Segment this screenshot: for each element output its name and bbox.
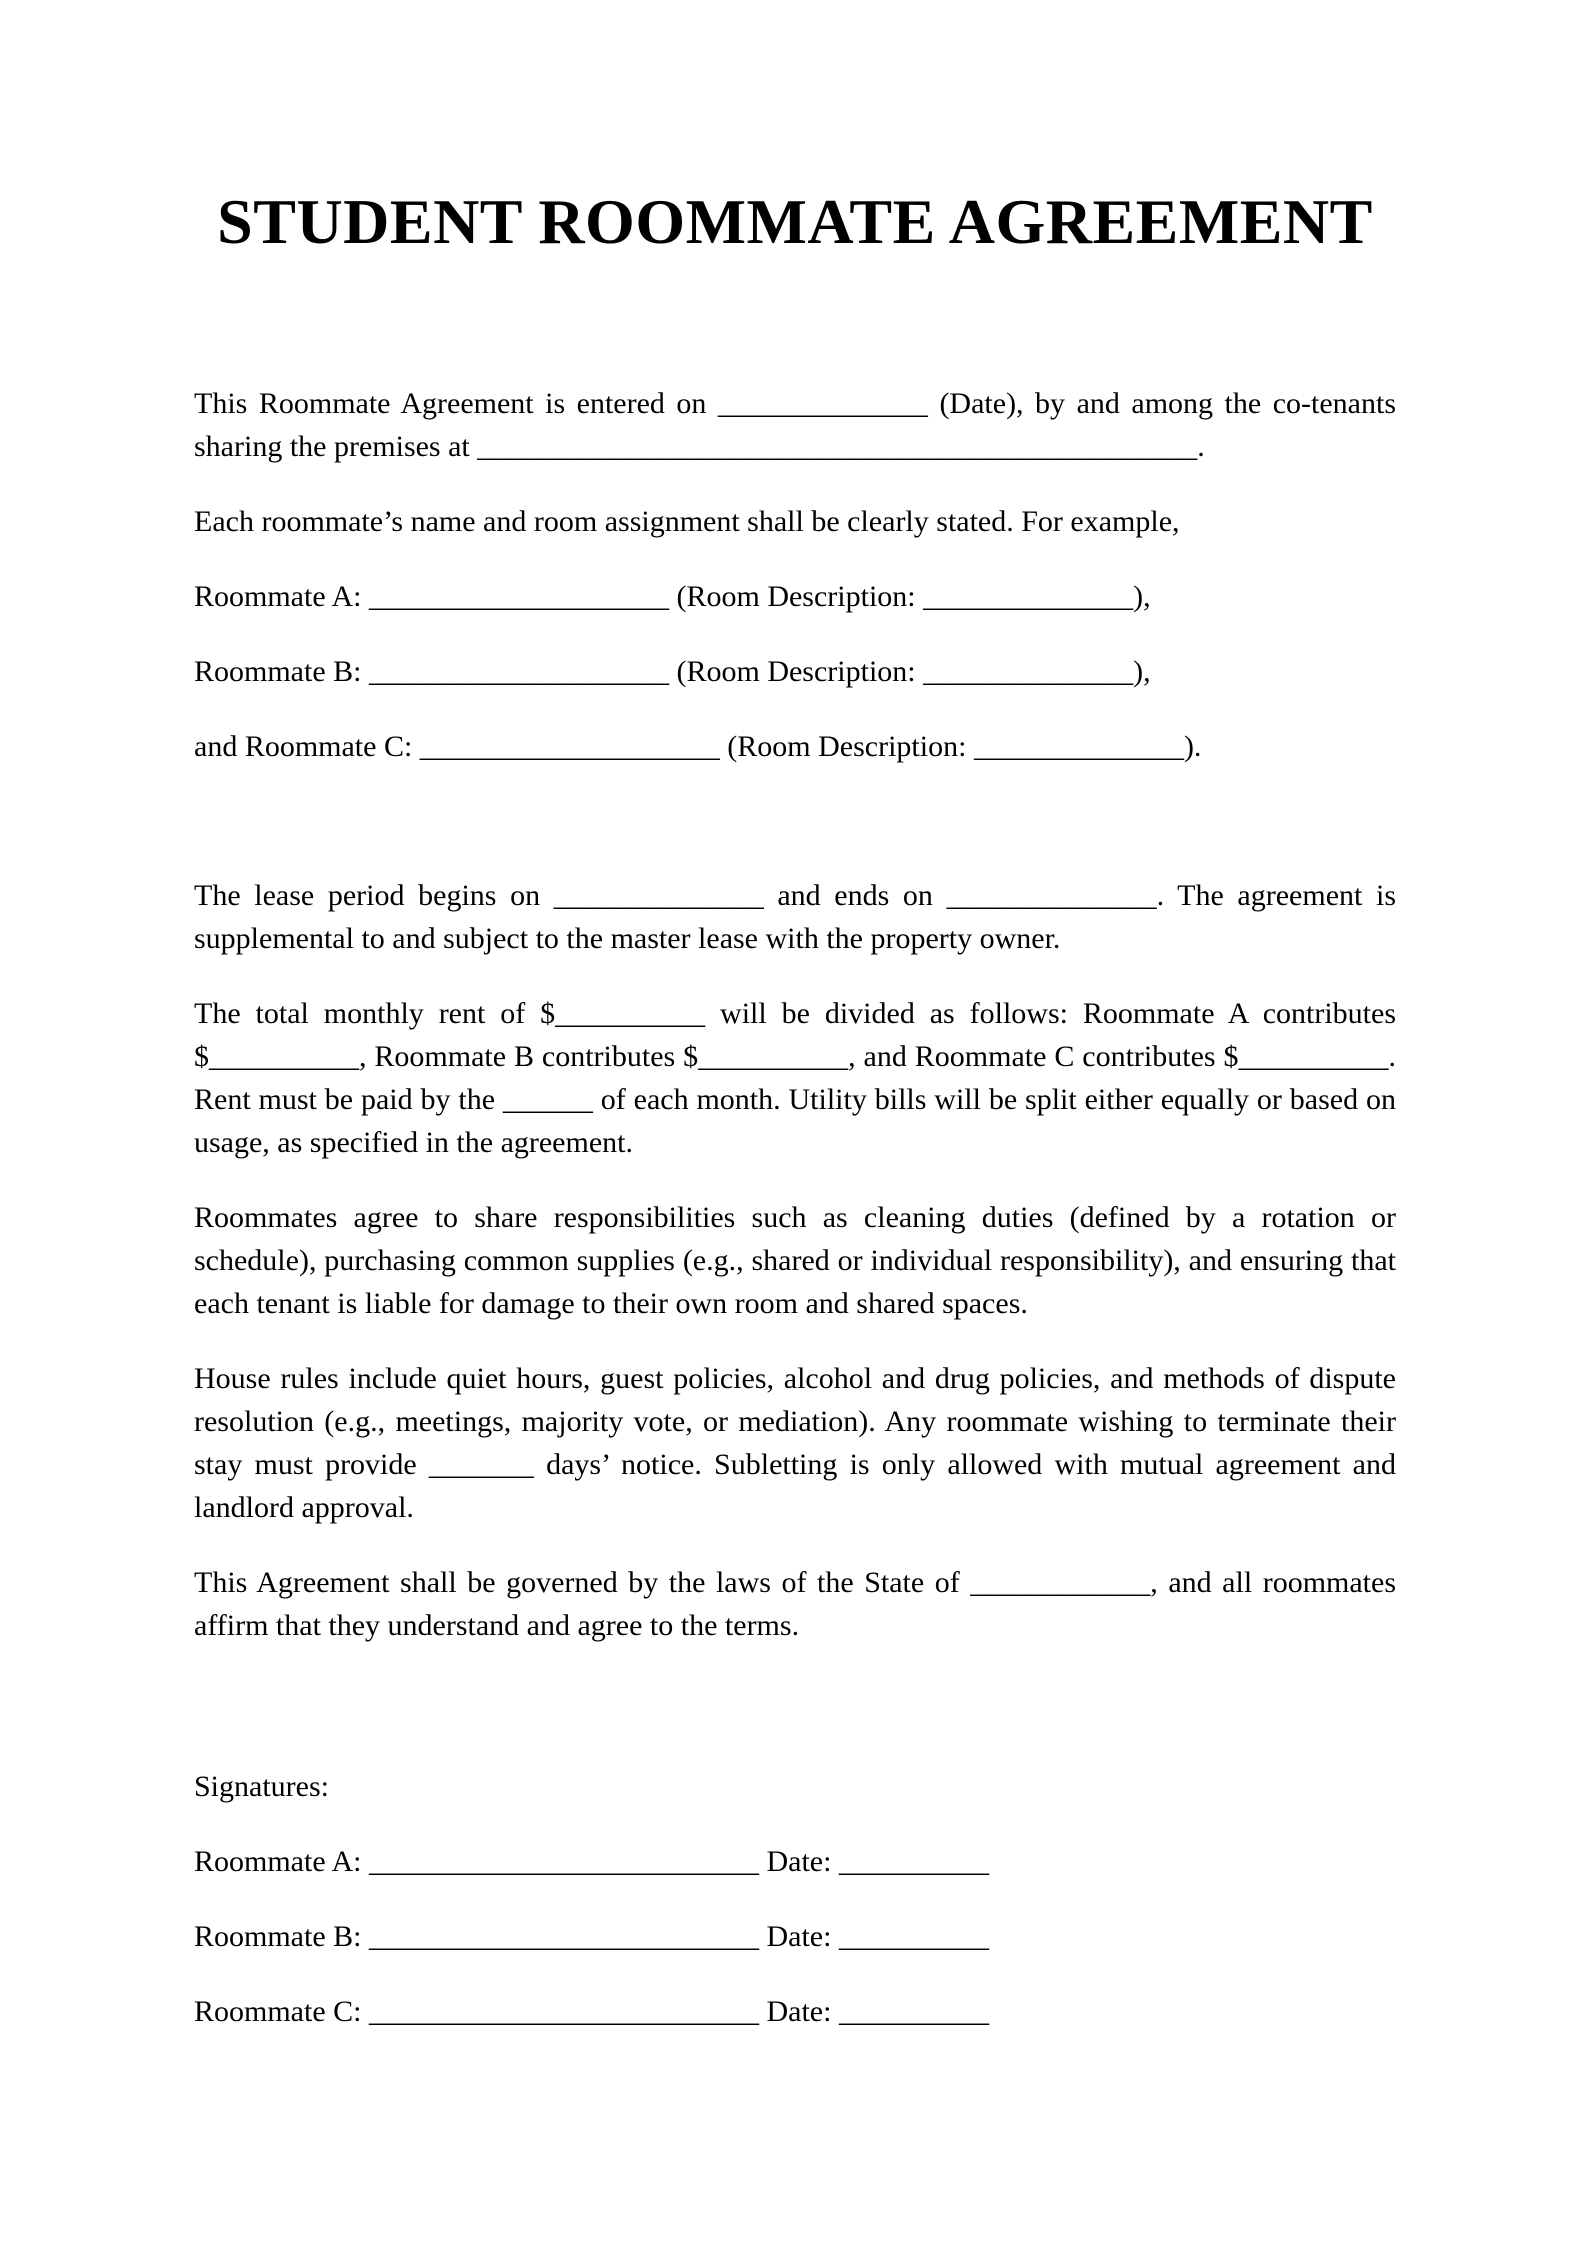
roommate-b-line: Roommate B: ____________________ (Room Description: ______________), [194,655,1151,688]
names-intro-paragraph: Each roommate’s name and room assignment shall be clearly stated. For example, [194,505,1180,538]
signature-line-roommate-b: Roommate B: __________________________ Date: __________ [194,1920,989,1953]
roommate-a-line: Roommate A: ____________________ (Room Description: ______________), [194,580,1151,613]
roommate-c-line: and Roommate C: ____________________ (Room Description: ______________). [194,730,1202,763]
house-rules-paragraph: House rules include quiet hours, guest policies, alcohol and drug policies, and methods of dispute resolution (e.g., meetings, majority vote, or mediation). Any roommate wishing to terminate their stay must provide _______ days’ notice. Subletting is only allowed with mutual agreement and landlord approval. [194,1362,1396,1524]
lease-paragraph: The lease period begins on ______________ and ends on ______________. The agreement is supplemental to and subject to the master lease with the property owner. [194,879,1396,955]
signatures-heading: Signatures: [194,1770,329,1803]
signature-line-roommate-a: Roommate A: __________________________ Date: __________ [194,1845,989,1878]
signature-line-roommate-c: Roommate C: __________________________ Date: __________ [194,1995,989,2028]
document-body [194,382,1396,2033]
governing-law-paragraph: This Agreement shall be governed by the laws of the State of ____________, and all roommates affirm that they understand and agree to the terms. [194,1566,1396,1642]
rent-paragraph: The total monthly rent of $__________ will be divided as follows: Roommate A contributes $__________, Roommate B contributes $__________, and Roommate C contributes $__________. Rent must be paid by the ______ of each month. Utility bills will be split either equally or based on usage, as specified in the agreement. [194,997,1396,1159]
document-title: STUDENT ROOMMATE AGREEMENT [217,186,1373,257]
responsibilities-paragraph: Roommates agree to share responsibilities such as cleaning duties (defined by a rotation or schedule), purchasing common supplies (e.g., shared or individual responsibility), and ensuring that each tenant is liable for damage to their own room and shared spaces. [194,1201,1396,1320]
intro-paragraph: This Roommate Agreement is entered on ______________ (Date), by and among the co-tenants sharing the premises at ________________________________________________. [194,387,1396,463]
